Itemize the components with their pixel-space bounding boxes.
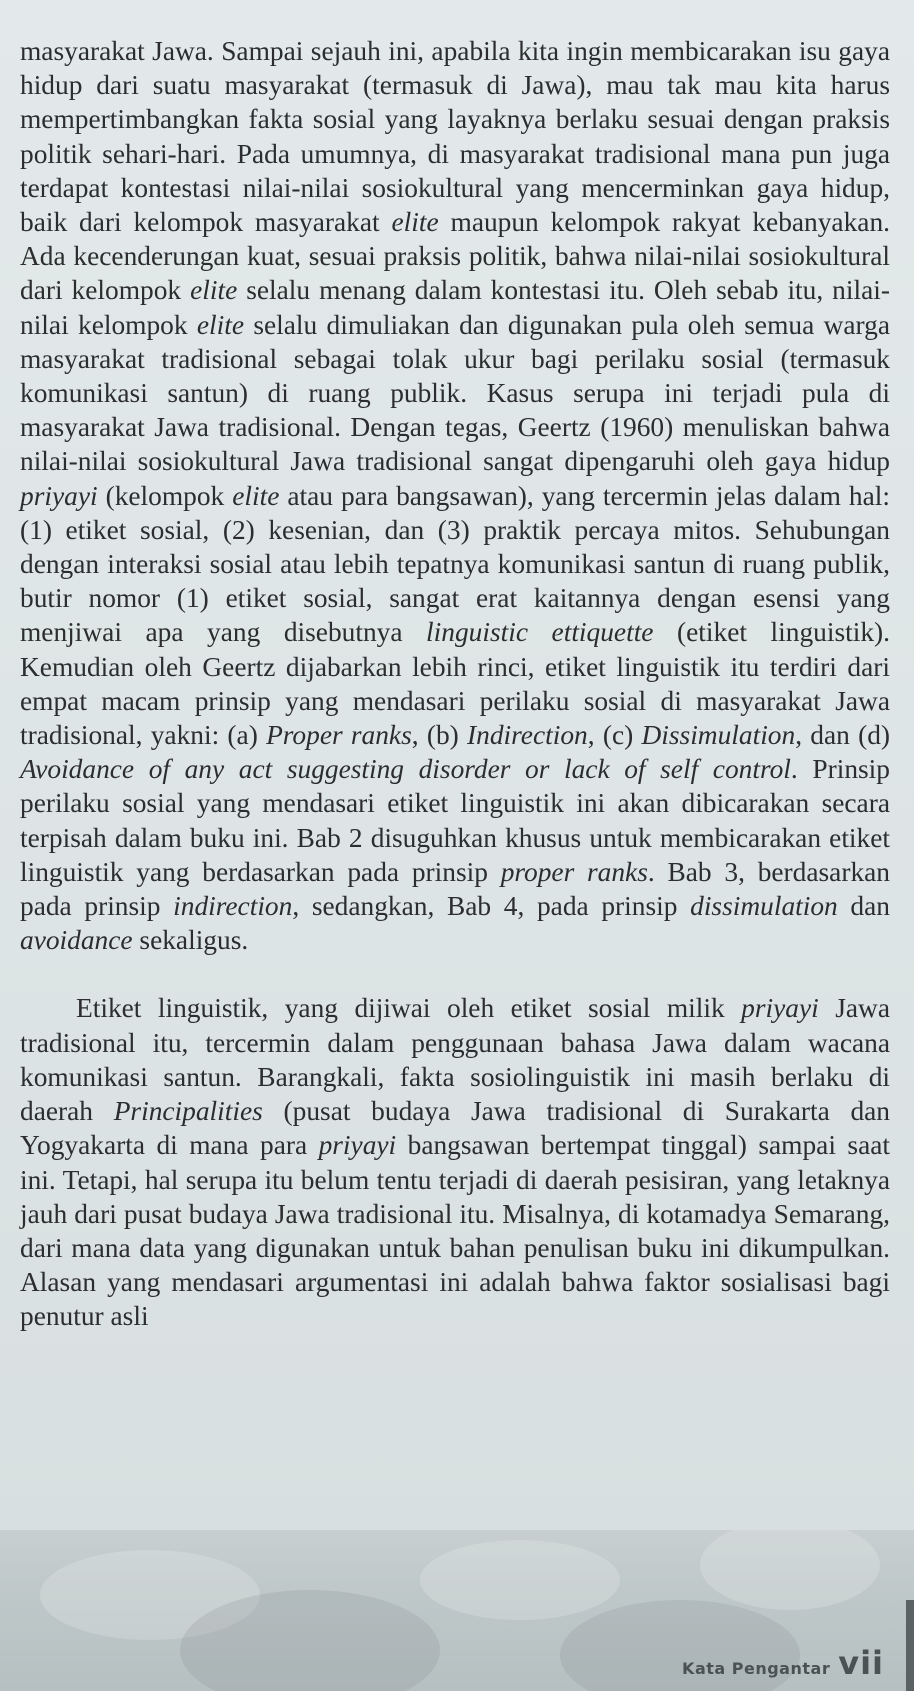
text-run: Jawa tradisional itu, tercermin dalam penggunaan bahasa Jawa dalam wacana komunikasi santun. Barangkali, fakta sosiolinguistik ini masih berlaku di daerah (20, 993, 890, 1127)
text-run: (etiket linguistik). Kemudian oleh Geertz dijabarkan lebih rinci, etiket linguistik itu terdiri dari empat macam prinsip yang mendasari perilaku sosial di masyarakat Jawa tradisional, yakni: (a) (20, 617, 890, 751)
text-run: , dan (d) (795, 720, 891, 751)
text-run: . Prinsip perilaku sosial yang mendasari etiket linguistik ini akan dibicarakan secara terpisah dalam buku ini. Bab 2 disuguhkan khusus untuk membicarakan etiket linguistik yang berdasarkan pada prinsip (20, 754, 890, 887)
text-run: , (b) (411, 720, 468, 751)
text-run: Etiket linguistik, yang dijiwai oleh etiket sosial milik (76, 993, 742, 1024)
text-run: dan (837, 891, 890, 922)
text-run: sekaligus. (132, 925, 249, 956)
italic-term: avoidance (20, 925, 133, 956)
italic-term: elite (391, 207, 439, 238)
text-run: masyarakat Jawa. Sampai sejauh ini, apabila kita ingin membicarakan isu gaya hidup dari suatu masyarakat (termasuk di Jawa), mau tak mau kita harus mempertimbangkan fakta sosial yang layaknya berlaku sesuai dengan praksis politik sehari-hari. Pada umumnya, di masyarakat tradisional mana pun juga terdapat kontestasi nilai-nilai sosiokultural yang mencerminkan gaya hidup, baik dari kelompok masyarakat (20, 36, 890, 238)
italic-term: priyayi (741, 993, 819, 1024)
italic-term: Avoidance of any act suggesting disorder or lack of self control (20, 754, 791, 785)
text-run: bangsawan bertempat tinggal) sampai saat ini. Tetapi, hal serupa itu belum tentu terjadi di daerah pesisiran, yang letaknya jauh dari pusat budaya Jawa tradisional itu. Misalnya, di kotamadya Semarang, dari mana data yang digunakan untuk bahan penulisan buku ini dikumpulkan. Alasan yang mendasari argumentasi ini adalah bahwa faktor sosialisasi bagi penutur asli (20, 1130, 890, 1332)
italic-term: Indirection (467, 720, 588, 751)
text-run: (pusat budaya Jawa tradisional di Surakarta dan Yogyakarta di mana para (20, 1096, 890, 1161)
body-text (20, 34, 890, 1334)
italic-term: Proper ranks (266, 720, 412, 751)
italic-term: priyayi (318, 1130, 397, 1161)
running-footer (682, 1644, 884, 1682)
text-run: , sedangkan, Bab 4, pada prinsip (292, 891, 691, 922)
italic-term: linguistic ettiquette (426, 617, 654, 648)
footer-section-title: Kata Pengantar (682, 1659, 831, 1678)
page-edge-bar (906, 1600, 914, 1691)
italic-term: proper ranks (500, 856, 648, 887)
text-run: maupun kelompok rakyat kebanyakan. Ada kecenderungan kuat, sesuai praksis politik, bahwa nilai-nilai sosiokultural dari kelompok (20, 207, 890, 306)
text-run: atau para bangsawan), yang tercermin jelas dalam hal: (1) etiket sosial, (2) kesenian, dan (3) praktik percaya mitos. Sehubungan dengan interaksi sosial atau lebih tepatnya komunikasi santun di ruang publik, butir nomor (1) etiket sosial, sangat erat kaitannya dengan esensi yang menjiwai apa yang disebutnya (20, 480, 890, 648)
italic-term: elite (196, 309, 245, 340)
italic-term: Principalities (113, 1096, 263, 1127)
italic-term: elite (232, 480, 280, 511)
text-run: (kelompok (97, 480, 233, 511)
italic-term: Dissimulation (641, 720, 796, 751)
text-run: . Bab 3, berdasarkan pada prinsip (20, 856, 891, 922)
text-run: , (c) (587, 720, 642, 751)
italic-term: indirection (173, 891, 293, 922)
italic-term: dissimulation (690, 891, 838, 922)
italic-term: priyayi (20, 480, 98, 511)
italic-term: elite (190, 275, 238, 306)
text-run: selalu dimuliakan dan digunakan pula oleh semua warga masyarakat tradisional sebagai tolak ukur bagi perilaku sosial (termasuk komunikasi santun) di ruang publik. Kasus serupa ini terjadi pula di masyarakat Jawa tradisional. Dengan tegas, Geertz (1960) menuliskan bahwa nilai-nilai sosiokultural Jawa tradisional sangat dipengaruhi oleh gaya hidup (20, 309, 890, 477)
page-number: vii (838, 1644, 884, 1682)
text-run: selalu menang dalam kontestasi itu. Oleh sebab itu, nilai-nilai kelompok (20, 275, 890, 340)
paragraph-1 (20, 34, 890, 957)
paragraph-2 (20, 991, 890, 1333)
